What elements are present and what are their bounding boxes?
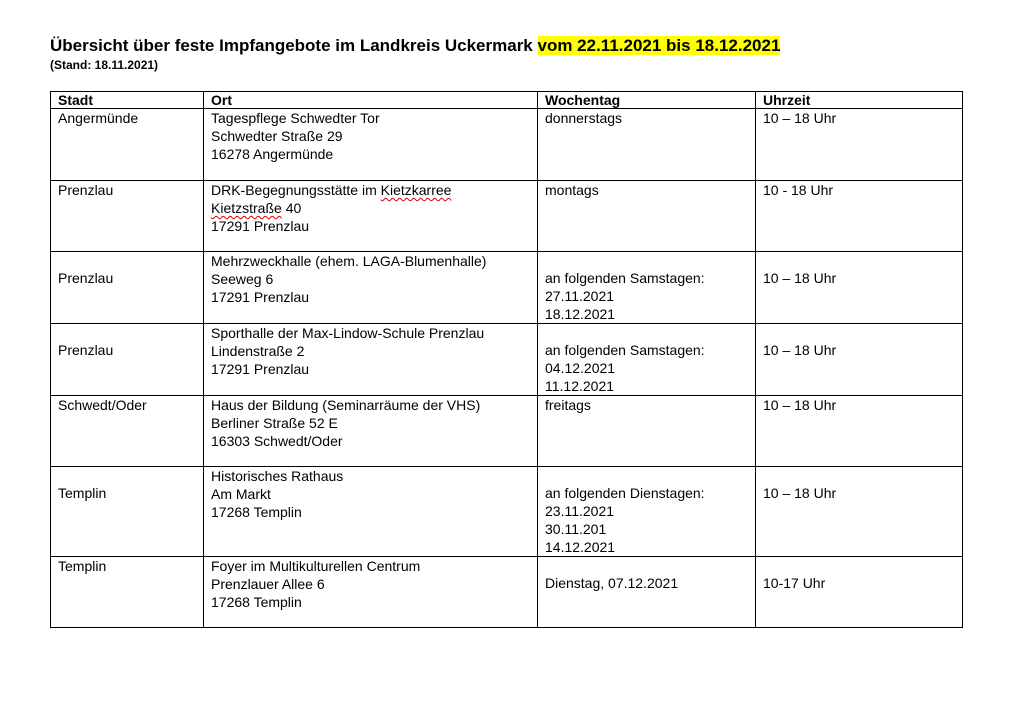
cell-uhrzeit: 10 - 18 Uhr	[756, 181, 963, 252]
title-date-range: vom 22.11.2021 bis 18.12.2021	[537, 36, 781, 55]
cell-uhrzeit: 10 – 18 Uhr	[756, 396, 963, 467]
vaccination-table	[50, 91, 963, 628]
stand-date: (Stand: 18.11.2021)	[50, 58, 159, 72]
cell-ort	[204, 557, 538, 628]
ort-line: Sporthalle der Max-Lindow-Schule Prenzlau	[211, 325, 485, 341]
wochentag-line: freitags	[545, 397, 591, 413]
wochentag-line: donnerstags	[545, 110, 623, 126]
ort-line: 17291 Prenzlau	[211, 218, 310, 234]
column-header-uhrzeit: Uhrzeit	[756, 92, 963, 109]
ort-line: 16303 Schwedt/Oder	[211, 433, 343, 449]
cell-wochentag	[538, 467, 756, 557]
cell-stadt: Templin	[51, 467, 204, 557]
ort-line: Tagespflege Schwedter Tor	[211, 110, 380, 126]
ort-line: 16278 Angermünde	[211, 146, 334, 162]
cell-stadt: Prenzlau	[51, 324, 204, 396]
cell-wochentag	[538, 557, 756, 628]
ort-line: Haus der Bildung (Seminarräume der VHS)	[211, 397, 481, 413]
ort-text-misspelled: Kietzstraße	[211, 200, 282, 216]
cell-stadt: Prenzlau	[51, 252, 204, 324]
ort-line	[211, 181, 537, 199]
wochentag-line: an folgenden Samstagen:	[545, 270, 705, 286]
cell-wochentag	[538, 324, 756, 396]
ort-line: Berliner Straße 52 E	[211, 415, 338, 431]
cell-uhrzeit: 10-17 Uhr	[756, 557, 963, 628]
wochentag-line: 04.12.2021	[545, 360, 616, 376]
ort-text: 40	[281, 200, 302, 216]
wochentag-line: 14.12.2021	[545, 539, 616, 555]
cell-wochentag	[538, 181, 756, 252]
table-header-row	[51, 92, 963, 109]
cell-stadt: Schwedt/Oder	[51, 396, 204, 467]
cell-wochentag	[538, 396, 756, 467]
cell-stadt: Prenzlau	[51, 181, 204, 252]
cell-uhrzeit: 10 – 18 Uhr	[756, 109, 963, 181]
cell-uhrzeit: 10 – 18 Uhr	[756, 467, 963, 557]
cell-uhrzeit: 10 – 18 Uhr	[756, 324, 963, 396]
ort-line: Seeweg 6	[211, 271, 274, 287]
ort-line: 17291 Prenzlau	[211, 289, 310, 305]
table-row	[51, 557, 963, 628]
wochentag-line: 23.11.2021	[545, 503, 615, 519]
cell-uhrzeit: 10 – 18 Uhr	[756, 252, 963, 324]
ort-line: 17268 Templin	[211, 504, 302, 520]
cell-ort	[204, 396, 538, 467]
wochentag-line: an folgenden Dienstagen:	[545, 485, 705, 501]
wochentag-line: montags	[545, 182, 599, 198]
ort-line: Lindenstraße 2	[211, 343, 305, 359]
column-header-stadt: Stadt	[51, 92, 204, 109]
title-main: Übersicht über feste Impfangebote im Landkreis Uckermark	[50, 36, 538, 55]
table-row	[51, 252, 963, 324]
cell-ort	[204, 181, 538, 252]
cell-ort	[204, 109, 538, 181]
ort-line: Foyer im Multikulturellen Centrum	[211, 558, 421, 574]
cell-stadt: Templin	[51, 557, 204, 628]
cell-stadt: Angermünde	[51, 109, 204, 181]
wochentag-line: 18.12.2021	[545, 306, 616, 322]
table-row	[51, 396, 963, 467]
table-row	[51, 181, 963, 252]
ort-line: Historisches Rathaus	[211, 468, 344, 484]
ort-line	[211, 199, 537, 217]
wochentag-line: 30.11.201	[545, 521, 607, 537]
column-header-ort: Ort	[204, 92, 538, 109]
cell-ort	[204, 467, 538, 557]
ort-text-misspelled: Kietzkarree	[380, 182, 452, 198]
column-header-wochentag: Wochentag	[538, 92, 756, 109]
ort-line: 17268 Templin	[211, 594, 302, 610]
cell-ort	[204, 252, 538, 324]
ort-line: Mehrzweckhalle (ehem. LAGA-Blumenhalle)	[211, 253, 487, 269]
wochentag-line: 11.12.2021	[545, 378, 615, 394]
ort-line: Schwedter Straße 29	[211, 128, 343, 144]
ort-text: DRK-Begegnungsstätte im	[211, 182, 381, 198]
cell-wochentag	[538, 252, 756, 324]
wochentag-line: 27.11.2021	[545, 288, 615, 304]
ort-line: Am Markt	[211, 486, 271, 502]
ort-line: 17291 Prenzlau	[211, 361, 310, 377]
wochentag-line: an folgenden Samstagen:	[545, 342, 705, 358]
document-title	[50, 36, 780, 56]
table-row	[51, 324, 963, 396]
ort-line: Prenzlauer Allee 6	[211, 576, 325, 592]
table-row	[51, 467, 963, 557]
cell-ort	[204, 324, 538, 396]
table-row	[51, 109, 963, 181]
wochentag-line: Dienstag, 07.12.2021	[545, 575, 679, 591]
cell-wochentag	[538, 109, 756, 181]
